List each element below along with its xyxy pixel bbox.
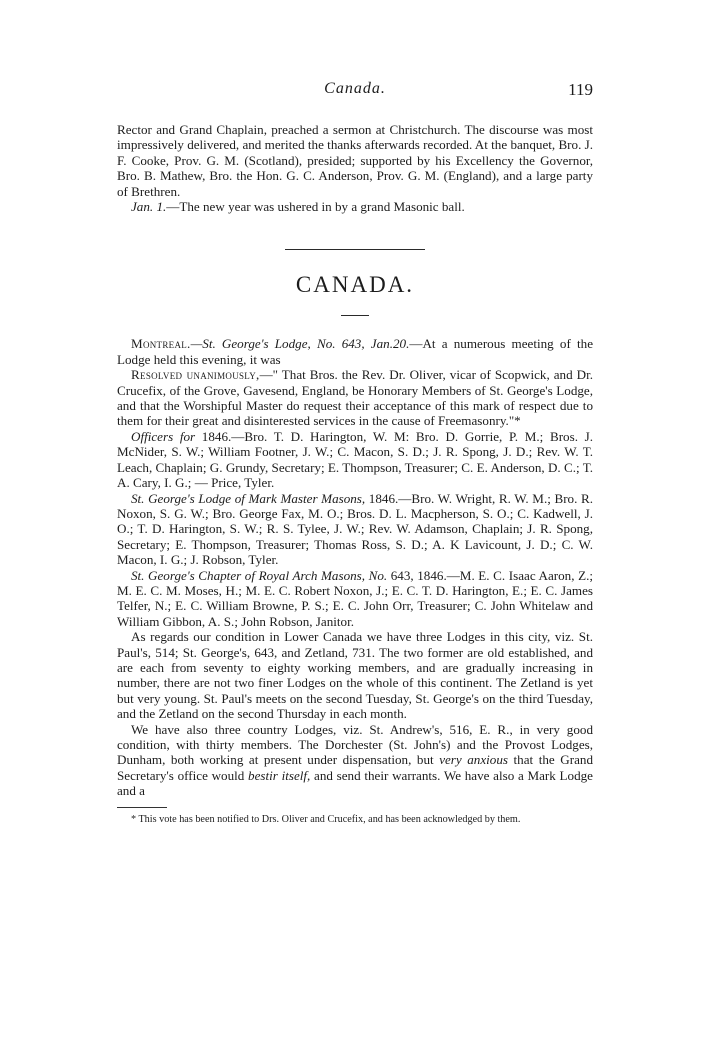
country-mid: that the Grand Secretary's office would xyxy=(117,752,593,783)
intro-paragraph: Rector and Grand Chaplain, preached a sermon at Christchurch. The discourse was most impressively delivered, and merited the thanks afterwards recorded. At the banquet, Bro. J. F. Cooke, Prov. G. M. (Scotland), presided; supported by his Excellency the Governor, Bro. B. Mathew, Bro. the Hon. G. C. Anderson, Prov. G. M. (England), and a large party of Brethren. xyxy=(117,122,593,199)
jan-paragraph xyxy=(117,199,593,214)
chapter-text: 643, 1846.—M. E. C. Isaac Aaron, Z.; M. E. C. M. Moses, H.; M. E. C. Robert Noxon, J.; E. C. T. D. Harington, E.; E. C. James Telfer, N.; E. C. William Browne, P. S.; E. C. John Orr, Treasurer; C. John Whitelaw and William Gibbon, A. S.; John Robson, Janitor. xyxy=(117,567,593,629)
title-underline xyxy=(341,315,369,316)
officers-paragraph xyxy=(117,429,593,491)
country-lodges-paragraph xyxy=(117,722,593,799)
running-head xyxy=(117,80,593,104)
officers-text: 1846.—Bro. T. D. Harington, W. M: Bro. D. Gorrie, P. M.; Bros. J. McNider, S. W.; William Footner, J. W.; C. Macon, S. D.; J. R. Spong, J. D.; Rev. W. T. Leach, Chaplain; G. Grundy, Secretary; E. Thompson, Treasurer; C. E. Anderson, D. C.; T. A. Cary, I. G.; — Price, Tyler. xyxy=(117,428,593,491)
page-number: 119 xyxy=(568,80,593,99)
jan-label: Jan. 1. xyxy=(131,199,167,215)
footnote-rule xyxy=(117,807,167,808)
mark-lodge-text: 1846.—Bro. W. Wright, R. W. M.; Bro. R. Noxon, S. G. W.; Bro. George Fax, M. O.; Bros. D. L. Macpherson, S. O.; C. Kadwell, J. O.; T. D. Harington, S. W.; R. S. Tylee, J. W.; Rev. W. Adamson, Chaplain; J. R. Spong, Secretary; E. Thompson, Treasurer; Thomas Ross, S. D.; A. K Lavicount, J. D.; C. W. Macon, I. G.; J. Robson, Tyler. xyxy=(117,490,593,568)
montreal-text: —At a numerous meeting of the Lodge held this evening, it was xyxy=(117,336,594,367)
country-emphasis-1: very anxious xyxy=(439,752,508,768)
regards-paragraph: As regards our condition in Lower Canada we have three Lodges in this city, viz. St. Paul's, 514; St. George's, 643, and Zetland, 731. The two former are old established, and are each from seventy to eighty working members, and are gradually increasing in number, there are not two finer Lodges on the whole of this continent. The Zetland is yet but very young. St. Paul's meets on the second Tuesday, St. George's on the third Tuesday, and the Zetland on the second Thursday in each month. xyxy=(117,629,593,722)
montreal-lodge: —St. George's Lodge, No. 643, Jan.20. xyxy=(190,336,410,352)
section-title: CANADA. xyxy=(295,272,415,298)
country-pre: We have also three country Lodges, viz. St. Andrew's, 516, E. R., in very good condition, with thirty members. The Dorchester (St. John's) and the Provost Lodges, Dunham, both working at present under dispensation, but xyxy=(117,721,593,768)
resolved-text: —" That Bros. the Rev. Dr. Oliver, vicar of Scopwick, and Dr. Crucefix, of the Grove, Gavesend, England, be Honorary Members of St. George's Lodge, and that the Worshipful Master do request their acceptance of this mark of respect due to them for their great and disinterested services in the cause of Freemasonry."* xyxy=(117,367,593,429)
chapter-paragraph xyxy=(117,568,593,630)
running-title: Canada. xyxy=(324,80,386,97)
section-divider xyxy=(285,249,425,250)
montreal-paragraph xyxy=(117,336,593,367)
chapter-label: St. George's Chapter of Royal Arch Masons, No. xyxy=(131,567,388,583)
resolved-paragraph xyxy=(117,367,593,429)
mark-lodge-paragraph xyxy=(117,491,593,568)
officers-label: Officers for xyxy=(131,428,196,444)
footnote: * This vote has been notified to Drs. Oliver and Crucefix, and has been acknowledged by them. xyxy=(131,813,521,825)
page xyxy=(117,80,593,826)
resolved-label: Resolved unanimously, xyxy=(131,367,260,383)
montreal-label: Montreal. xyxy=(131,336,191,352)
country-emphasis-2: bestir itself, xyxy=(248,767,311,783)
country-post: and send their warrants. We have also a Mark Lodge and a xyxy=(117,767,593,799)
mark-lodge-label: St. George's Lodge of Mark Master Masons, xyxy=(131,490,366,506)
jan-text: —The new year was ushered in by a grand Masonic ball. xyxy=(166,199,465,215)
